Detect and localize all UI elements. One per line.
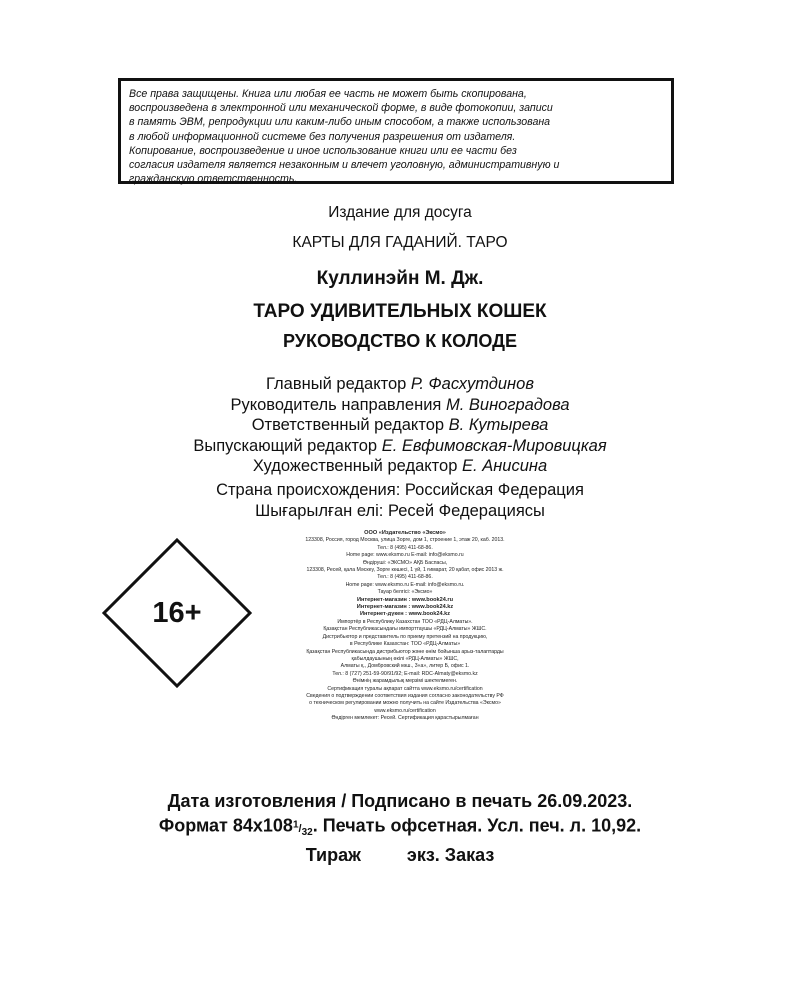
publisher-line: Импортёр в Республику Казахстан ТОО «РДЦ-Алматы». <box>337 618 473 625</box>
staff-name: М. Виноградова <box>445 395 570 414</box>
publisher-line: Тел.: 8 (727) 251-59-90/91/92; E-mail: RDC-Almaty@eksmo.kz <box>332 670 478 677</box>
format-prefix: Формат 84x108 <box>158 815 293 836</box>
print-run-line <box>0 844 800 867</box>
format-numerator: 1 <box>292 819 299 830</box>
publisher-line: www.eksmo.ru/certification <box>374 707 436 714</box>
copyright-line: Копирование, воспроизведение и иное использование книги или ее части без <box>129 144 517 157</box>
staff-line <box>0 415 800 436</box>
country-of-origin <box>0 480 800 521</box>
origin-ru: Страна происхождения: Российская Федерация <box>216 481 584 499</box>
publisher-line: Дистрибьютор и представитель по приему претензий на продукцию, <box>322 633 488 640</box>
staff-role: Художественный редактор <box>252 457 458 475</box>
copyright-line: в память ЭВМ, репродукции или каким-либо иным способом, а также использована <box>129 116 551 129</box>
publisher-line: ООО «Издательство «Эксмо» <box>364 530 446 536</box>
staff-line <box>0 374 800 395</box>
publisher-line: Интернет-магазин : www.book24.kz <box>356 604 454 611</box>
staff-role: Ответственный редактор <box>251 416 445 434</box>
copyright-line: воспроизведена в электронной или механической форме, в виде фотокопии, записи <box>129 102 553 115</box>
editorial-staff <box>0 374 800 477</box>
publisher-line: Тауар белгісі: «Эксмо» <box>377 589 433 596</box>
staff-role: Руководитель направления <box>230 395 442 414</box>
publisher-line: 123308, Россия, город Москва, улица Зорге, дом 1, строение 1, этаж 20, каб. 2013. <box>305 537 505 544</box>
staff-line <box>0 436 800 457</box>
book-title: ТАРО УДИВИТЕЛЬНЫХ КОШЕК <box>253 301 547 322</box>
origin-kz: Шығарылған елі: Ресей Федерациясы <box>255 501 545 520</box>
publisher-line: Home page: www.eksmo.ru E-mail: info@eksmo.ru <box>346 552 464 559</box>
copyright-notice-box <box>118 78 674 184</box>
publisher-line: Интернет-дүкен : www.book24.kz <box>359 611 451 618</box>
order-label: экз. Заказ <box>406 844 495 865</box>
format-fraction: $^1/_{32}$ <box>292 819 313 838</box>
format-denominator: 32 <box>301 826 313 838</box>
publisher-line: Тел.: 8 (495) 411-68-86. <box>377 544 433 551</box>
publisher-line: Өндірген мемлекет: Ресей. Сертификация қарастырылмаған <box>331 715 479 722</box>
publisher-line: в Республике Казахстан: ТОО «РДЦ-Алматы» <box>349 641 461 648</box>
publisher-line: Интернет-магазин : www.book24.ru <box>356 596 454 603</box>
staff-line <box>0 456 800 477</box>
print-run-label: Тираж <box>305 844 361 865</box>
book-subtitle: РУКОВОДСТВО К КОЛОДЕ <box>283 331 517 351</box>
staff-role: Главный редактор <box>266 375 407 393</box>
staff-line <box>0 395 800 416</box>
copyright-line: в любой информационной системе без получения разрешения от издателя. <box>129 130 516 143</box>
staff-name: Р. Фасхутдинов <box>410 375 534 393</box>
staff-name: Е. Анисина <box>462 457 548 475</box>
publisher-line: Өндіруші: «ЭКСМО» АҚБ Баспасы, <box>362 559 448 566</box>
copyright-line: согласия издателя является незаконным и влечет уголовную, административную и <box>129 159 560 172</box>
publisher-line: 123308, Ресей, қала Мәскеу, Зорге көшесі, 1 үй, 1 ғимарат, 20 қабат, офис 2013 ж. <box>306 567 504 574</box>
edition-type: Издание для досуга <box>328 204 472 221</box>
staff-role: Выпускающий редактор <box>193 436 378 455</box>
publisher-line: Сведения о подтверждении соответствия издания согласно законодательству РФ <box>306 692 504 699</box>
publisher-line: Сертификация туралы ақпарат сайтта www.eksmo.ru/certification <box>327 685 483 692</box>
publisher-line: Алматы қ., Домбровский көш., 3«а», литер Б, офис 1. <box>340 663 470 670</box>
publisher-line: қабылдаушының өкілі «РДЦ-Алматы» ЖШС, <box>351 655 459 662</box>
publisher-info <box>215 530 595 723</box>
copyright-line: гражданскую ответственность. <box>129 173 298 186</box>
print-date-line: Дата изготовления / Подписано в печать 26.09.2023. <box>167 791 633 811</box>
publisher-line: Home page: www.eksmo.ru E-mail: info@eksmo.ru. <box>345 581 465 588</box>
staff-name: В. Кутырева <box>448 416 549 434</box>
publisher-line: Тел.: 8 (495) 411-68-86. <box>377 574 433 581</box>
format-suffix: . Печать офсетная. Усл. печ. л. 10,92. <box>312 815 642 836</box>
publisher-line: Өнімнің жарамдылық мерзімі шектелмеген. <box>352 678 458 685</box>
author-name: Куллинэйн М. Дж. <box>316 268 484 289</box>
print-format-line <box>0 813 800 844</box>
publisher-line: о техническом регулировании можно получить на сайте Издательства «Эксмо» <box>309 700 501 707</box>
series-name: КАРТЫ ДЛЯ ГАДАНИЙ. ТАРО <box>292 234 508 251</box>
publisher-line: Қазақстан Республикасында дистрибьютор және өнім бойынша арыз-талаптарды <box>306 648 504 655</box>
age-rating-label: 16+ <box>152 596 202 629</box>
copyright-line: Все права защищены. Книга или любая ее часть не может быть скопирована, <box>129 88 527 100</box>
publisher-line: Қазақстан Республикасындағы импорттаушы «РДЦ-Алматы» ЖШС. <box>323 626 487 633</box>
staff-name: Е. Евфимовская-Мировицкая <box>381 436 607 455</box>
print-info <box>0 790 800 867</box>
